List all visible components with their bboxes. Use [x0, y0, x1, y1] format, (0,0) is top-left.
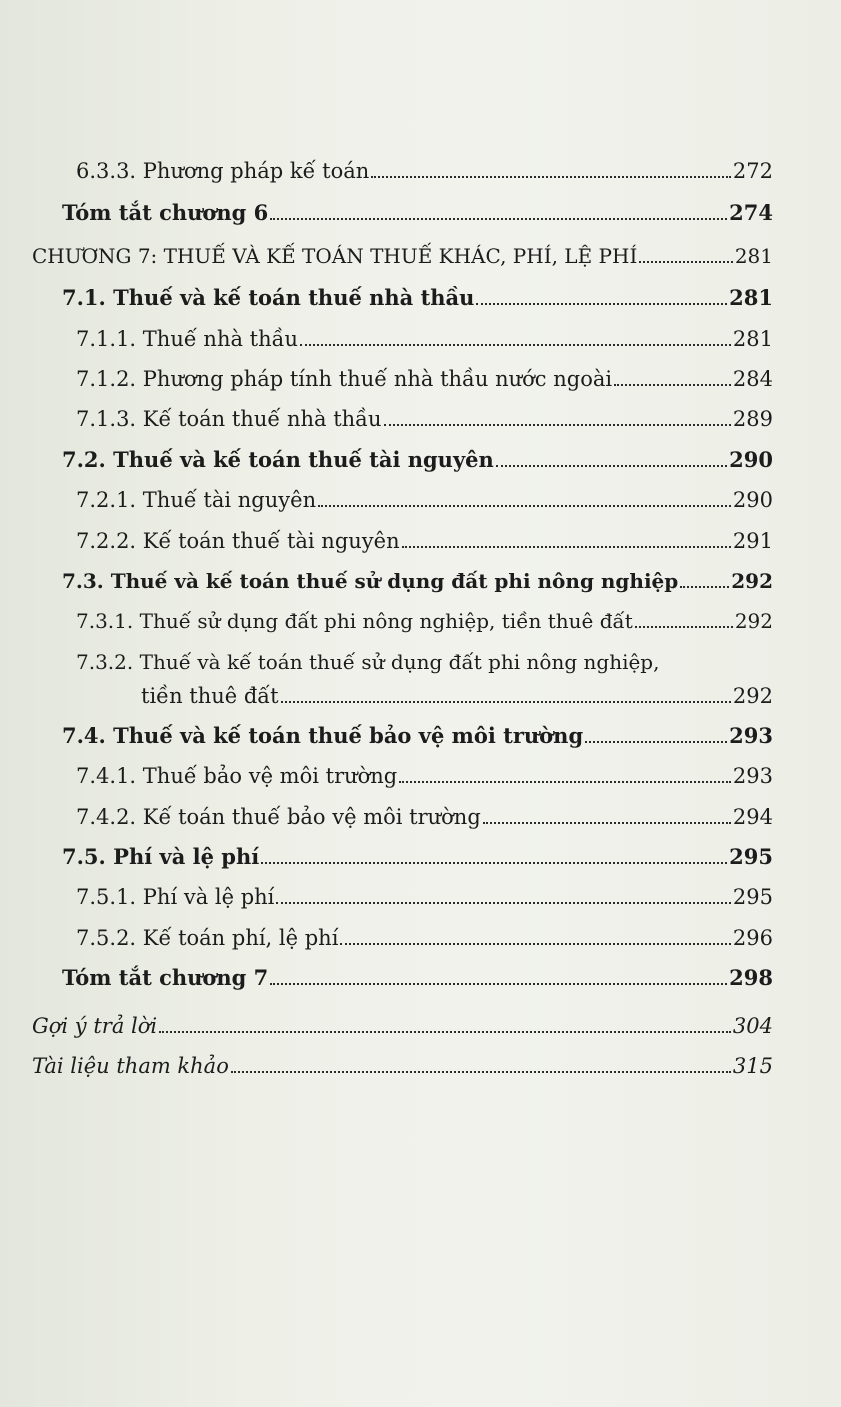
toc-entry-title: 7.1.1. Thuế nhà thầu — [76, 327, 299, 351]
toc-entry-page: 272 — [732, 159, 773, 183]
toc-entry-page: 284 — [732, 367, 773, 391]
toc-entry-7-5-1[interactable] — [76, 884, 773, 910]
toc-entry-title: 7.1. Thuế và kế toán thuế nhà thầu — [62, 285, 475, 310]
toc-entry-title: Tóm tắt chương 7 — [62, 965, 269, 990]
toc-entry-7-2[interactable] — [62, 447, 773, 473]
toc-entry-title: Gợi ý trả lời — [32, 1014, 158, 1038]
toc-entry-page: 295 — [732, 885, 773, 909]
dot-leader — [476, 302, 727, 305]
toc-entry-title-line2: tiền thuê đất — [141, 684, 279, 708]
toc-entry-title: 7.2.1. Thuế tài nguyên — [76, 488, 317, 512]
dot-leader — [371, 175, 731, 178]
dot-leader — [231, 1070, 731, 1073]
dot-leader — [402, 545, 731, 548]
toc-entry-title: 7.5. Phí và lệ phí — [62, 844, 260, 869]
toc-entry-page: 292 — [734, 609, 773, 633]
toc-entry-6-3-3[interactable] — [76, 158, 773, 184]
dot-leader — [639, 260, 732, 263]
toc-entry-title: 7.1.2. Phương pháp tính thuế nhà thầu nước ngoài — [76, 367, 613, 391]
toc-entry-7-1[interactable] — [62, 285, 773, 311]
toc-entry-page: 298 — [729, 965, 773, 990]
toc-entry-chapter-7[interactable] — [32, 243, 773, 269]
toc-entry-title: 7.4.2. Kế toán thuế bảo vệ môi trường — [76, 805, 481, 829]
toc-entry-7-2-1[interactable] — [76, 487, 773, 513]
toc-entry-title: 7.2.2. Kế toán thuế tài nguyên — [76, 529, 400, 553]
dot-leader — [318, 504, 731, 507]
toc-entry-title: 7.4. Thuế và kế toán thuế bảo vệ môi trường — [62, 723, 584, 748]
toc-entry-title: 7.5.1. Phí và lệ phí — [76, 885, 275, 909]
toc-entry-7-4-2[interactable] — [76, 804, 773, 830]
toc-entry-page: 296 — [732, 926, 773, 950]
toc-entry-page: 293 — [729, 723, 773, 748]
toc-entry-page: 290 — [729, 447, 773, 472]
toc-entry-page: 295 — [729, 844, 773, 869]
toc-entry-title-line1: 7.3.2. Thuế và kế toán thuế sử dụng đất phi nông nghiệp, — [76, 650, 660, 674]
toc-entry-references[interactable] — [32, 1053, 773, 1079]
toc-entry-page: 304 — [732, 1014, 773, 1038]
toc-entry-7-5-2[interactable] — [76, 925, 773, 951]
dot-leader — [340, 942, 730, 945]
toc-entry-page: 294 — [732, 805, 773, 829]
toc-entry-7-3-1[interactable] — [76, 608, 773, 634]
toc-entry-title: 7.3. Thuế và kế toán thuế sử dụng đất phi nông nghiệp — [62, 569, 679, 593]
toc-entry-title: 7.4.1. Thuế bảo vệ môi trường — [76, 764, 398, 788]
dot-leader — [384, 423, 731, 426]
toc-entry-7-1-1[interactable] — [76, 326, 773, 352]
toc-entry-7-3-2[interactable] — [76, 649, 773, 675]
dot-leader — [159, 1030, 731, 1033]
toc-entry-7-4-1[interactable] — [76, 763, 773, 789]
toc-entry-title: 7.2. Thuế và kế toán thuế tài nguyên — [62, 447, 494, 472]
toc-entry-page: 289 — [732, 407, 773, 431]
toc-entry-title: 7.1.3. Kế toán thuế nhà thầu — [76, 407, 382, 431]
toc-entry-page: 292 — [732, 684, 773, 708]
toc-entry-7-3-2-cont[interactable] — [141, 683, 773, 709]
dot-leader — [261, 861, 727, 864]
toc-entry-title: 7.3.1. Thuế sử dụng đất phi nông nghiệp, tiền thuê đất — [76, 609, 633, 633]
dot-leader — [483, 821, 731, 824]
toc-entry-page: 281 — [729, 285, 773, 310]
toc-entry-summary-6[interactable] — [62, 200, 773, 226]
dot-leader — [680, 585, 729, 588]
dot-leader — [276, 901, 731, 904]
dot-leader — [270, 217, 727, 220]
toc-entry-page: 274 — [729, 200, 773, 225]
dot-leader — [270, 982, 727, 985]
toc-entry-7-2-2[interactable] — [76, 528, 773, 554]
toc-entry-summary-7[interactable] — [62, 965, 773, 991]
dot-leader — [496, 464, 727, 467]
toc-entry-page: 315 — [732, 1054, 773, 1078]
dot-leader — [585, 740, 727, 743]
toc-entry-page: 293 — [732, 764, 773, 788]
toc-entry-page: 281 — [732, 327, 773, 351]
toc-entry-7-1-2[interactable] — [76, 366, 773, 392]
toc-entry-page: 290 — [732, 488, 773, 512]
dot-leader — [281, 700, 731, 703]
dot-leader — [399, 780, 731, 783]
toc-entry-page: 281 — [734, 244, 773, 268]
toc-entry-page: 291 — [732, 529, 773, 553]
toc-entry-page: 292 — [731, 569, 773, 593]
toc-entry-7-5[interactable] — [62, 844, 773, 870]
toc-entry-7-3[interactable] — [62, 568, 773, 594]
toc-entry-title: Tóm tắt chương 6 — [62, 200, 269, 225]
toc-entry-answers[interactable] — [32, 1013, 773, 1039]
dot-leader — [635, 625, 733, 628]
toc-entry-7-4[interactable] — [62, 723, 773, 749]
dot-leader — [300, 343, 731, 346]
toc-entry-title: 7.5.2. Kế toán phí, lệ phí — [76, 926, 339, 950]
toc-entry-title: Tài liệu tham khảo — [32, 1054, 229, 1078]
toc-entry-title: 6.3.3. Phương pháp kế toán — [76, 159, 370, 183]
toc-entry-7-1-3[interactable] — [76, 406, 773, 432]
dot-leader — [614, 383, 731, 386]
toc-entry-title: CHƯƠNG 7: THUẾ VÀ KẾ TOÁN THUẾ KHÁC, PHÍ, LỆ PHÍ — [32, 244, 638, 268]
